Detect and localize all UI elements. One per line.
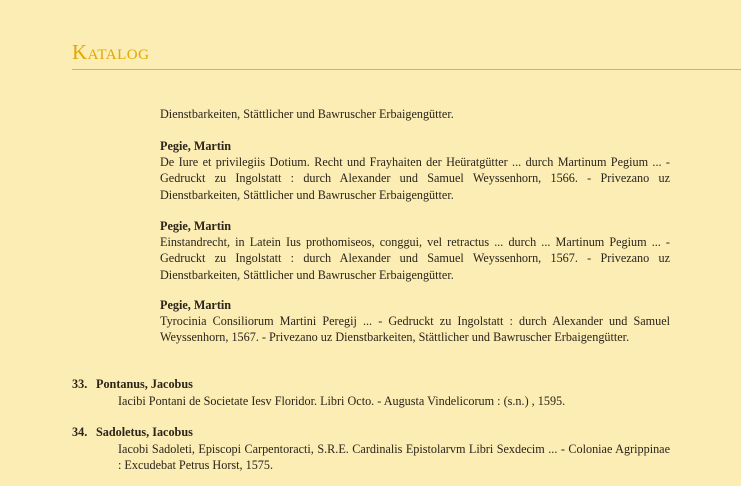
entry-author: Sadoletus, Iacobus <box>96 425 193 439</box>
record-author: Pegie, Martin <box>160 219 232 233</box>
record-text: Einstandrecht, in Latein Ius prothomiseos, conggui, vel retractus ... durch ... Martinum Pegium ... - Gedruckt zu Ingolstatt : durch Alexander und Samuel Weyssenhorn, 1567. - Privezano uz Dienstbarkeiten, Stättlicher und Bawruscher Erbaigengütter. <box>160 235 670 282</box>
record-text: De Iure et privilegiis Dotium. Recht und Frayhaiten der Heüratgütter ... durch Martinum Pegium ... - Gedruckt zu Ingolstatt : durch Alexander und Samuel Weyssenhorn, 1566. - Privezano uz Dienstbarkeiten, Stättlicher und Bawruscher Erbaigengütter. <box>160 155 670 202</box>
entry-text: Iacobi Sadoleti, Episcopi Carpentoracti, S.R.E. Cardinalis Epistolarvm Libri Sexdecim ... - Coloniae Agrippinae : Excudebat Petrus Horst, 1575. <box>118 442 670 473</box>
entry-number: 34. <box>72 425 88 439</box>
record-author: Pegie, Martin <box>160 298 232 312</box>
lead-line: Dienstbarkeiten, Stättlicher und Bawruscher Erbaigengütter. <box>160 107 454 121</box>
page-title: Katalog <box>72 40 150 64</box>
entry-author: Pontanus, Jacobus <box>96 377 193 391</box>
title-rule <box>72 69 741 70</box>
record-author: Pegie, Martin <box>160 139 232 153</box>
record-text: Tyrocinia Consiliorum Martini Peregij ... - Gedruckt zu Ingolstatt : durch Alexander und Samuel Weyssenhorn, 1567. - Privezano uz Dienstbarkeiten, Stättlicher und Bawruscher Erbaigengütter. <box>160 314 670 345</box>
entry-text: Iacibi Pontani de Societate Iesv Floridor. Libri Octo. - Augusta Vindelicorum : (s.n.) , 1595. <box>118 394 566 408</box>
entry-number: 33. <box>72 377 88 391</box>
